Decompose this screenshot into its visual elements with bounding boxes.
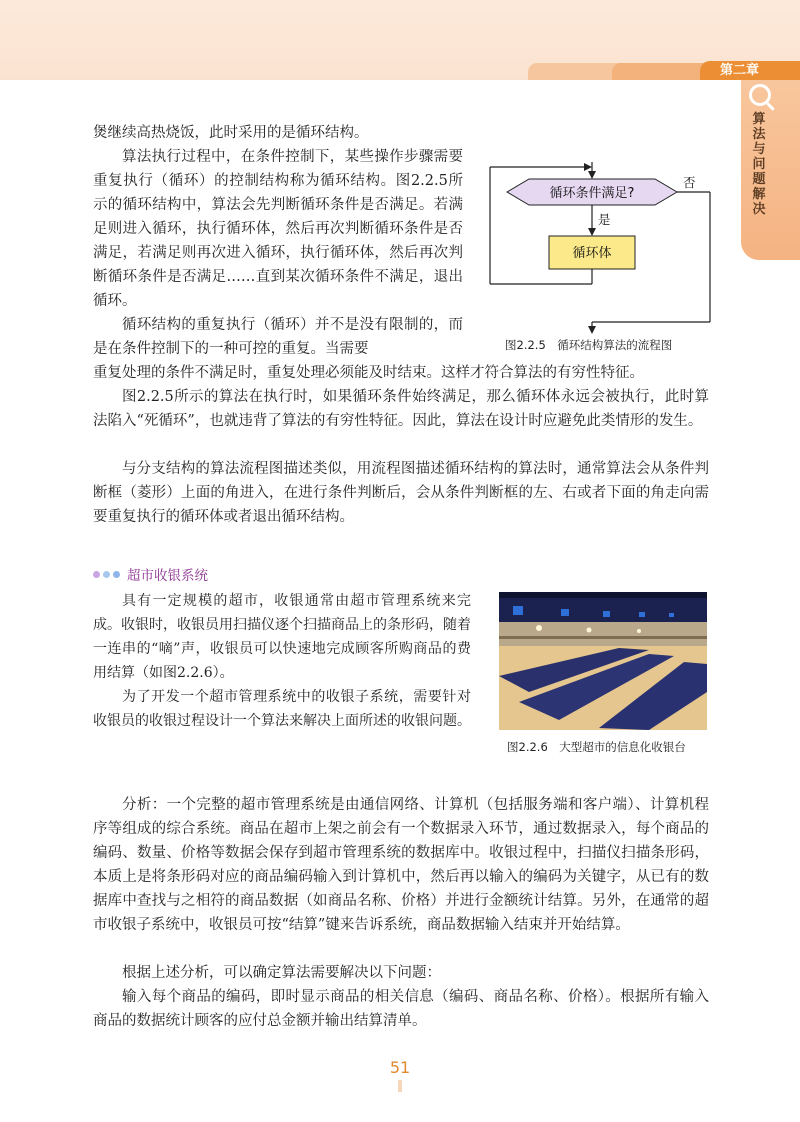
paragraph: 重复处理的条件不满足时，重复处理必须能及时结束。这样才符合算法的有穷性特征。 — [93, 365, 644, 381]
figure-caption: 图2.2.5 循环结构算法的流程图 — [505, 338, 673, 352]
section-heading — [93, 563, 208, 585]
bullet-dot — [113, 571, 120, 578]
header-tab-decor — [612, 63, 712, 80]
paragraph: 输入每个商品的编码，即时显示商品的相关信息（编码、商品名称、价格）。根据所有输入商品的数据统计顾客的应付总金额并输出结算清单。 — [93, 989, 709, 1029]
chapter-label: 第二章 — [700, 61, 800, 80]
paragraph: 根据上述分析，可以确定算法需要解决以下问题： — [122, 965, 441, 981]
paragraph: 具有一定规模的超市，收银通常由超市管理系统来完成。收银时，收银员用扫描仪逐个扫描商品上的条形码，随着一连串的“嘀”声，收银员可以快速地完成顾客所购商品的费用结算（如图2.2.6）。 — [93, 593, 471, 681]
paragraph: 循环结构的重复执行（循环）并不是没有限制的，而是在条件控制下的一种可控的重复。当需要 — [93, 317, 463, 357]
paragraph: 与分支结构的算法流程图描述类似，用流程图描述循环结构的算法时，通常算法会从条件判断框（菱形）上面的角进入，在进行条件判断后，会从条件判断框的左、右或者下面的角走向需要重复执行的循环体或者退出循环结构。 — [93, 461, 709, 525]
bullet-dot — [93, 571, 100, 578]
condition-text: 循环条件满足? — [549, 186, 635, 201]
bullet-dot — [103, 571, 110, 578]
page-number: 51 — [389, 1058, 411, 1077]
flow-arrow — [588, 326, 596, 334]
no-label: 否 — [683, 175, 696, 190]
magnifier-icon — [749, 84, 771, 106]
yes-label: 是 — [598, 212, 611, 227]
flow-arrow — [588, 228, 596, 236]
paragraph: 图2.2.5所示的算法在执行时，如果循环条件始终满足，那么循环体永远会被执行，此时算法陷入“死循环”，也就违背了算法的有穷性特征。因此，算法在设计时应避免此类情形的发生。 — [93, 389, 709, 429]
paragraph: 算法执行过程中，在条件控制下，某些操作步骤需要重复执行（循环）的控制结构称为循环结构。图2.2.5所示的循环结构中，算法会先判断循环条件是否满足。若满足则进入循环，执行循环体，然后再次判断循环条件是否满足，若满足则再次进入循环，执行循环体，然后再次判断循环条件是否满足……直到某次循环条件不满足，退出循环。 — [93, 149, 463, 309]
loop-flowchart — [482, 162, 722, 337]
paragraph: 煲继续高热烧饭，此时采用的是循环结构。 — [93, 125, 369, 141]
paragraph: 分析：一个完整的超市管理系统是由通信网络、计算机（包括服务端和客户端）、计算机程序等组成的综合系统。商品在超市上架之前会有一个数据录入环节，通过数据录入，每个商品的编码、数量、价格等数据会保存到超市管理系统的数据库中。收银过程中，扫描仪扫描条形码，本质上是将条形码对应的商品编码输入到计算机中，然后再以输入的编码为关键字，从已有的数据库中查找与之相符的商品数据（如商品名称、价格）并进行金额统计结算。另外，在通常的超市收银子系统中，收银员可按“结算”键来告诉系统，商品数据输入结束并开始结算。 — [93, 797, 709, 933]
paragraph: 为了开发一个超市管理系统中的收银子系统，需要针对收银员的收银过程设计一个算法来解决上面所述的收银问题。 — [93, 689, 471, 729]
checkout-photo-art — [499, 592, 707, 730]
loop-body-text: 循环体 — [572, 246, 612, 261]
flow-arrow — [588, 171, 596, 179]
flow-arrow — [584, 163, 592, 171]
section-title: 超市收银系统 — [127, 568, 208, 584]
photo-caption: 图2.2.6 大型超市的信息化收银台 — [507, 740, 686, 754]
page-tick — [398, 1080, 402, 1092]
side-chapter-title: 算法与问题解决 — [752, 112, 766, 217]
checkout-photo — [499, 592, 707, 730]
